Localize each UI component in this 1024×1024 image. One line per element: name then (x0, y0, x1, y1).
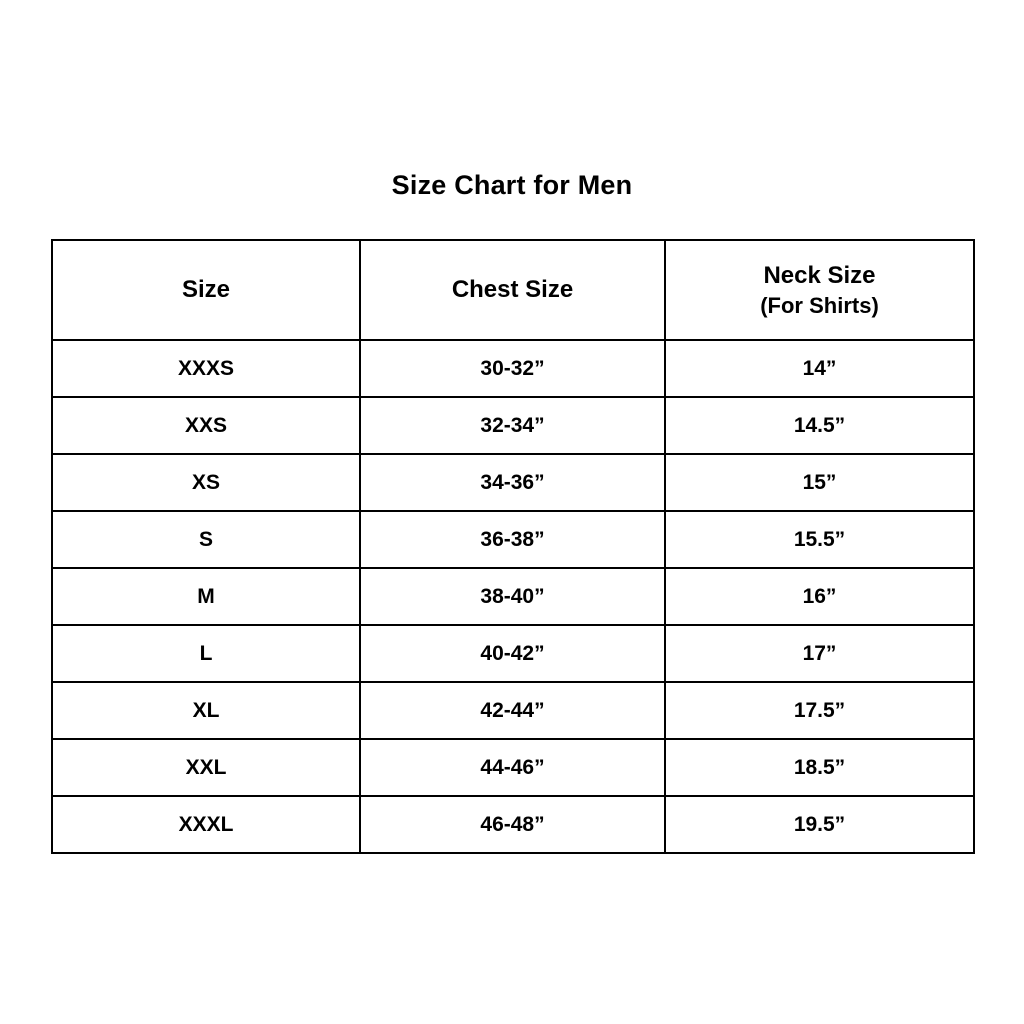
cell-neck: 19.5” (665, 796, 974, 853)
table-row (52, 682, 974, 739)
cell-chest: 32-34” (360, 397, 665, 454)
table-row (52, 454, 974, 511)
table-header-row (52, 240, 974, 340)
cell-chest: 42-44” (360, 682, 665, 739)
cell-neck: 18.5” (665, 739, 974, 796)
table-row (52, 511, 974, 568)
cell-size: L (52, 625, 360, 682)
page-title: Size Chart for Men (391, 170, 633, 200)
table-row (52, 739, 974, 796)
cell-size: XS (52, 454, 360, 511)
cell-size: XXXL (52, 796, 360, 853)
cell-chest: 30-32” (360, 340, 665, 397)
cell-chest: 38-40” (360, 568, 665, 625)
column-header-neck (665, 240, 974, 340)
cell-neck: 17” (665, 625, 974, 682)
cell-size: XL (52, 682, 360, 739)
table-row (52, 568, 974, 625)
column-header-chest: Chest Size (360, 240, 665, 340)
size-chart-table (51, 239, 975, 854)
column-header-neck-label: Neck Size (763, 261, 876, 289)
cell-neck: 14.5” (665, 397, 974, 454)
column-header-neck-sublabel: (For Shirts) (760, 293, 879, 319)
table-row (52, 397, 974, 454)
cell-size: XXS (52, 397, 360, 454)
cell-chest: 40-42” (360, 625, 665, 682)
cell-neck: 15.5” (665, 511, 974, 568)
column-header-size: Size (52, 240, 360, 340)
cell-neck: 15” (665, 454, 974, 511)
table-row (52, 625, 974, 682)
cell-chest: 46-48” (360, 796, 665, 853)
cell-neck: 14” (665, 340, 974, 397)
cell-neck: 16” (665, 568, 974, 625)
cell-chest: 44-46” (360, 739, 665, 796)
cell-size: S (52, 511, 360, 568)
cell-chest: 36-38” (360, 511, 665, 568)
cell-neck: 17.5” (665, 682, 974, 739)
table-row (52, 340, 974, 397)
table-row (52, 796, 974, 853)
cell-size: XXXS (52, 340, 360, 397)
cell-size: M (52, 568, 360, 625)
cell-size: XXL (52, 739, 360, 796)
cell-chest: 34-36” (360, 454, 665, 511)
